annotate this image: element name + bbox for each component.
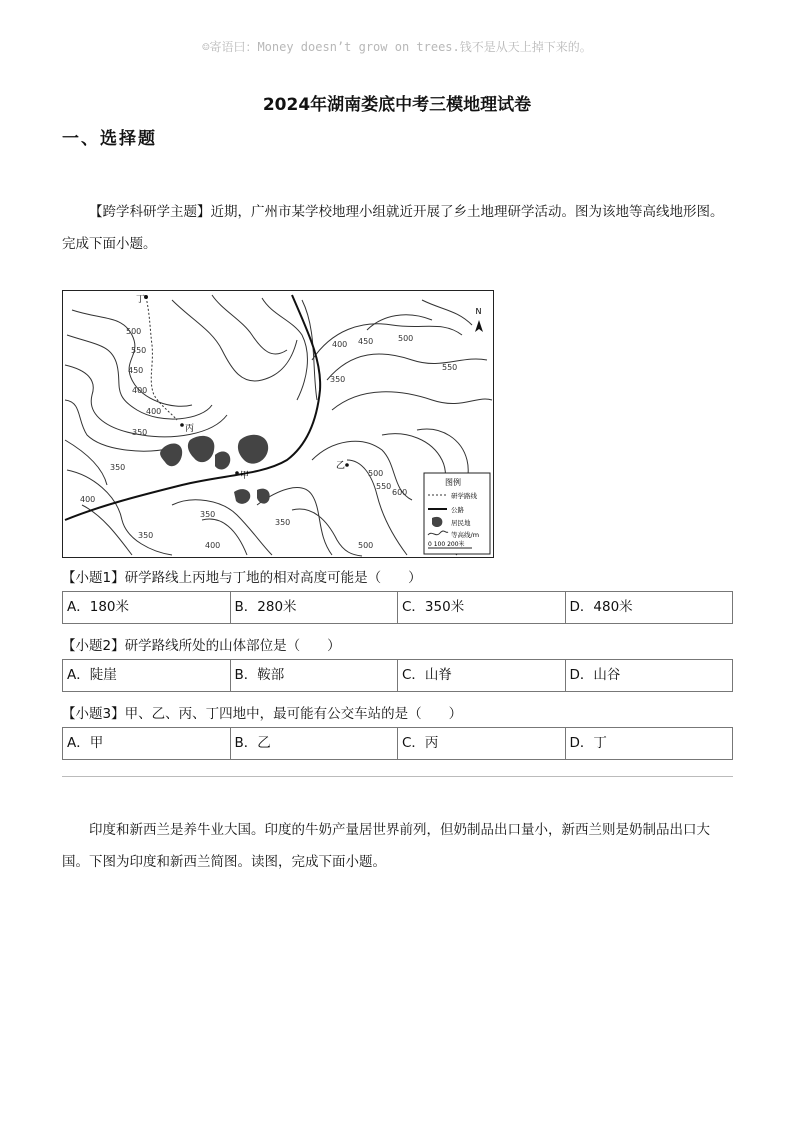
- legend-road: 公路: [451, 506, 464, 514]
- label-yi: 乙: [336, 461, 346, 471]
- q3-option-b[interactable]: B．乙: [231, 728, 399, 759]
- svg-text:500: 500: [368, 469, 384, 478]
- q1-option-d[interactable]: D．480米: [569, 599, 633, 615]
- q1-option-b[interactable]: B．280米: [231, 592, 399, 623]
- svg-text:350: 350: [200, 510, 216, 519]
- legend-route: 研学路线: [451, 492, 477, 500]
- svg-text:350: 350: [110, 463, 126, 472]
- svg-text:400: 400: [332, 340, 348, 349]
- svg-text:N: N: [475, 307, 482, 316]
- q2-option-c[interactable]: C．山脊: [398, 660, 566, 691]
- q1-option-a[interactable]: A．180米: [63, 592, 231, 623]
- question-3-stem: 【小题3】甲、乙、丙、丁四地中，最可能有公交车站的是（ ）: [62, 706, 463, 722]
- map-legend: [424, 473, 490, 554]
- question-3-options: [62, 727, 733, 760]
- q3-option-a[interactable]: A．甲: [63, 728, 231, 759]
- svg-text:350: 350: [330, 375, 346, 384]
- label-bing: 丙: [185, 424, 195, 434]
- svg-text:550: 550: [131, 346, 147, 355]
- svg-text:600: 600: [392, 488, 408, 497]
- label-jia: 甲: [240, 471, 250, 481]
- legend-contour: 等高线/m: [451, 531, 480, 539]
- label-ding: 丁: [136, 295, 146, 305]
- svg-text:400: 400: [146, 407, 162, 416]
- svg-text:400: 400: [132, 386, 148, 395]
- q2-option-d[interactable]: D．山谷: [569, 667, 621, 683]
- passage-1: 【跨学科研学主题】近期，广州市某学校地理小组就近开展了乡土地理研学活动。图为该地等高线地形图。完成下面小题。: [62, 204, 724, 252]
- passage-2: 印度和新西兰是养牛业大国。印度的牛奶产量居世界前列，但奶制品出口量小，新西兰则是奶制品出口大国。下图为印度和新西兰简图。读图，完成下面小题。: [62, 822, 710, 870]
- svg-text:350: 350: [132, 428, 148, 437]
- contour-map: [62, 290, 494, 558]
- svg-text:500: 500: [398, 334, 414, 343]
- svg-text:550: 550: [376, 482, 392, 491]
- svg-text:500: 500: [358, 541, 374, 550]
- svg-text:350: 350: [138, 531, 154, 540]
- section-heading: 一、选择题: [62, 129, 157, 149]
- svg-text:550: 550: [442, 363, 458, 372]
- q3-option-d[interactable]: D．丁: [569, 735, 607, 751]
- q1-option-c[interactable]: C．350米: [398, 592, 566, 623]
- svg-text:500: 500: [126, 327, 142, 336]
- section-divider: [62, 776, 733, 777]
- header-motto: ☺寄语曰：Money doesn’t grow on trees.钱不是从天上掉下来的。: [202, 40, 592, 54]
- svg-text:450: 450: [358, 337, 374, 346]
- svg-text:350: 350: [275, 518, 291, 527]
- legend-scale: 0 100 200米: [428, 541, 465, 548]
- svg-text:450: 450: [128, 366, 144, 375]
- q2-option-a[interactable]: A．陡崖: [63, 660, 231, 691]
- question-2-stem: 【小题2】研学路线所处的山体部位是（ ）: [62, 638, 341, 654]
- page-title: 2024年湖南娄底中考三模地理试卷: [262, 95, 532, 115]
- svg-text:400: 400: [205, 541, 221, 550]
- question-1-stem: 【小题1】研学路线上丙地与丁地的相对高度可能是（ ）: [62, 570, 422, 586]
- legend-title: 图例: [445, 478, 461, 487]
- question-2-options: [62, 659, 733, 692]
- q3-option-c[interactable]: C．丙: [398, 728, 566, 759]
- question-1-options: [62, 591, 733, 624]
- legend-settlement: 居民地: [451, 519, 471, 527]
- svg-text:400: 400: [80, 495, 96, 504]
- q2-option-b[interactable]: B．鞍部: [231, 660, 399, 691]
